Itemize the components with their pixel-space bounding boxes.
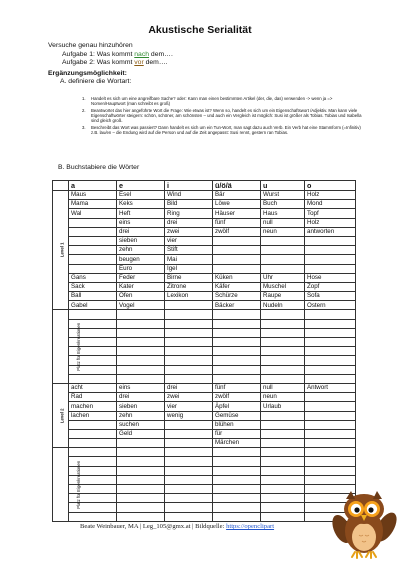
- spelling-table: [52, 180, 356, 522]
- column-header: u: [261, 181, 305, 191]
- table-cell[interactable]: acht: [69, 383, 117, 392]
- table-row: [53, 347, 356, 356]
- table-cell[interactable]: Holz: [305, 191, 356, 200]
- table-cell[interactable]: [165, 512, 213, 521]
- table-cell[interactable]: Antwort: [305, 383, 356, 392]
- footer-text: Beate Weinbauer, MA | Leg_105@gmx.at | Bildquelle:: [80, 523, 227, 530]
- table-cell[interactable]: [165, 301, 213, 310]
- table-cell[interactable]: lachen: [69, 411, 117, 420]
- table-cell[interactable]: [117, 356, 165, 365]
- table-cell[interactable]: [69, 420, 117, 429]
- table-cell[interactable]: Sack: [69, 282, 117, 291]
- table-cell[interactable]: Feder: [117, 273, 165, 282]
- table-cell[interactable]: [117, 485, 165, 494]
- table-cell[interactable]: Käfer: [213, 282, 261, 291]
- table-cell[interactable]: Ring: [165, 209, 213, 218]
- table-row: [53, 200, 356, 209]
- table-cell[interactable]: Urlaub: [261, 402, 305, 411]
- table-cell[interactable]: antworten: [305, 227, 356, 236]
- table-cell[interactable]: [117, 328, 165, 337]
- table-cell[interactable]: [165, 448, 213, 457]
- footer-credit: [80, 523, 274, 530]
- level-label: Level 2: [59, 408, 65, 423]
- level-side-cell: [53, 191, 69, 310]
- table-row: [53, 218, 356, 227]
- table-cell[interactable]: Esel: [117, 191, 165, 200]
- table-row: [53, 319, 356, 328]
- table-cell[interactable]: [165, 457, 213, 466]
- table-cell[interactable]: [165, 494, 213, 503]
- table-cell[interactable]: [261, 365, 305, 374]
- step-text: Beantwortet das hier angeführte Wort die Frage: Wie etwas ist? Wenn so, handelt es sich um ein Eigenschaftswort /Adjektiv. Man kann viele Eigenschaftwörter steigern: schön, schöner, am schönsten – und auch ein Vergleich ist möglich: Susi ist größer als Tobias. Tobias und Isabella sind gleich groß.: [91, 108, 362, 124]
- table-cell[interactable]: [261, 328, 305, 337]
- table-cell[interactable]: [69, 374, 117, 383]
- table-cell[interactable]: [213, 374, 261, 383]
- table-cell[interactable]: Mond: [305, 200, 356, 209]
- table-cell[interactable]: machen: [69, 402, 117, 411]
- table-row: [53, 503, 356, 512]
- table-cell[interactable]: [213, 485, 261, 494]
- table-cell[interactable]: neun: [261, 227, 305, 236]
- table-cell[interactable]: [165, 328, 213, 337]
- table-cell[interactable]: [213, 448, 261, 457]
- table-cell[interactable]: [261, 429, 305, 438]
- column-header: a: [69, 181, 117, 191]
- table-cell[interactable]: [305, 457, 356, 466]
- table-row: [53, 356, 356, 365]
- table-cell[interactable]: Ostern: [305, 301, 356, 310]
- footer-link[interactable]: https://openclipart: [226, 523, 275, 530]
- table-cell[interactable]: [261, 374, 305, 383]
- table-cell[interactable]: Zitrone: [165, 282, 213, 291]
- table-cell[interactable]: [305, 475, 356, 484]
- table-cell[interactable]: [213, 347, 261, 356]
- table-cell[interactable]: [165, 429, 213, 438]
- section-sub-b: B. Buchstabiere die Wörter: [58, 164, 140, 171]
- table-cell[interactable]: fünf: [213, 218, 261, 227]
- table-cell[interactable]: Birne: [165, 273, 213, 282]
- table-cell[interactable]: [305, 338, 356, 347]
- table-cell[interactable]: [69, 255, 117, 264]
- table-cell[interactable]: [305, 246, 356, 255]
- table-cell[interactable]: [213, 236, 261, 245]
- table-cell[interactable]: Heft: [117, 209, 165, 218]
- extension-section: [48, 70, 131, 86]
- table-cell[interactable]: Holz: [305, 218, 356, 227]
- step-item: [82, 108, 364, 124]
- table-cell[interactable]: [69, 246, 117, 255]
- table-cell[interactable]: [305, 402, 356, 411]
- table-cell[interactable]: [117, 338, 165, 347]
- table-cell[interactable]: Wurst: [261, 191, 305, 200]
- table-cell[interactable]: [117, 494, 165, 503]
- step-number: 1.: [82, 96, 86, 101]
- table-row: [53, 485, 356, 494]
- table-cell[interactable]: vier: [165, 402, 213, 411]
- table-cell[interactable]: drei: [117, 227, 165, 236]
- table-cell[interactable]: [305, 429, 356, 438]
- level-label: Platz für Eigenkreationen: [76, 460, 82, 509]
- table-cell[interactable]: Kater: [117, 282, 165, 291]
- table-cell[interactable]: fünf: [213, 383, 261, 392]
- table-cell[interactable]: Maus: [69, 191, 117, 200]
- table-cell[interactable]: [213, 356, 261, 365]
- table-cell[interactable]: [117, 475, 165, 484]
- table-cell[interactable]: Sofa: [305, 292, 356, 301]
- table-cell[interactable]: [165, 475, 213, 484]
- task-1: [48, 51, 173, 60]
- table-row: [53, 439, 356, 448]
- step-item: [82, 96, 364, 106]
- table-cell[interactable]: [165, 356, 213, 365]
- table-cell[interactable]: [165, 439, 213, 448]
- table-cell[interactable]: vier: [165, 236, 213, 245]
- table-cell[interactable]: [165, 374, 213, 383]
- table-cell[interactable]: [305, 393, 356, 402]
- table-cell[interactable]: [305, 439, 356, 448]
- page-title: Akustische Serialität: [148, 24, 252, 36]
- table-row: [53, 374, 356, 383]
- table-cell[interactable]: [117, 512, 165, 521]
- table-cell[interactable]: [261, 411, 305, 420]
- table-cell[interactable]: [261, 347, 305, 356]
- table-cell[interactable]: Nudeln: [261, 301, 305, 310]
- table-cell[interactable]: [117, 365, 165, 374]
- task-2-suffix: dem….: [143, 59, 168, 67]
- task-2: [48, 59, 173, 68]
- table-cell[interactable]: Raupe: [261, 292, 305, 301]
- table-row: [53, 411, 356, 420]
- column-header: e: [117, 181, 165, 191]
- table-cell[interactable]: [305, 365, 356, 374]
- table-cell[interactable]: zwei: [165, 227, 213, 236]
- table-cell[interactable]: [261, 475, 305, 484]
- table-cell[interactable]: zwölf: [213, 227, 261, 236]
- table-row: [53, 448, 356, 457]
- table-row: [53, 209, 356, 218]
- table-cell[interactable]: [213, 503, 261, 512]
- table-cell[interactable]: [165, 485, 213, 494]
- table-cell[interactable]: [305, 420, 356, 429]
- table-row: [53, 420, 356, 429]
- table-cell[interactable]: Mama: [69, 200, 117, 209]
- table-cell[interactable]: [69, 512, 117, 521]
- table-cell[interactable]: Gemüse: [213, 411, 261, 420]
- table-cell[interactable]: [165, 420, 213, 429]
- table-cell[interactable]: [165, 319, 213, 328]
- table-cell[interactable]: Zopf: [305, 282, 356, 291]
- task-1-prefix: Aufgabe 1: Was kommt: [62, 50, 135, 58]
- table-cell[interactable]: [69, 218, 117, 227]
- table-cell[interactable]: [165, 503, 213, 512]
- table-cell[interactable]: [305, 310, 356, 319]
- table-cell[interactable]: [261, 466, 305, 475]
- table-cell[interactable]: [69, 448, 117, 457]
- table-row: [53, 365, 356, 374]
- table-cell[interactable]: [305, 411, 356, 420]
- table-cell[interactable]: [213, 328, 261, 337]
- table-cell[interactable]: [117, 319, 165, 328]
- table-row: [53, 246, 356, 255]
- table-cell[interactable]: Gans: [69, 273, 117, 282]
- table-cell[interactable]: Euro: [117, 264, 165, 273]
- table-row: [53, 255, 356, 264]
- table-cell[interactable]: [165, 310, 213, 319]
- table-cell[interactable]: [117, 374, 165, 383]
- table-cell[interactable]: Muschel: [261, 282, 305, 291]
- table-cell[interactable]: [261, 448, 305, 457]
- table-cell[interactable]: [213, 512, 261, 521]
- table-cell[interactable]: Keks: [117, 200, 165, 209]
- table-cell[interactable]: [69, 439, 117, 448]
- task-2-highlight: vor: [134, 59, 144, 67]
- table-cell[interactable]: Hose: [305, 273, 356, 282]
- column-header: i: [165, 181, 213, 191]
- step-item: [82, 125, 364, 135]
- table-cell[interactable]: Geld: [117, 429, 165, 438]
- table-cell[interactable]: drei: [165, 383, 213, 392]
- table-cell[interactable]: [261, 420, 305, 429]
- table-cell[interactable]: Buch: [261, 200, 305, 209]
- table-cell[interactable]: [261, 255, 305, 264]
- table-cell[interactable]: Bär: [213, 191, 261, 200]
- table-cell[interactable]: Äpfel: [213, 402, 261, 411]
- table-cell[interactable]: Schürze: [213, 292, 261, 301]
- table-cell[interactable]: [305, 356, 356, 365]
- table-cell[interactable]: [213, 338, 261, 347]
- steps-list: [82, 96, 364, 137]
- table-cell[interactable]: [305, 347, 356, 356]
- table-cell[interactable]: [213, 310, 261, 319]
- task-1-highlight: nach: [134, 50, 150, 58]
- table-cell[interactable]: eins: [117, 218, 165, 227]
- table-cell[interactable]: Lexikon: [165, 292, 213, 301]
- table-row: [53, 191, 356, 200]
- table-cell[interactable]: [213, 319, 261, 328]
- table-cell[interactable]: [261, 485, 305, 494]
- table-cell[interactable]: Vogel: [117, 301, 165, 310]
- table-row: [53, 457, 356, 466]
- table-cell[interactable]: drei: [117, 393, 165, 402]
- table-row: [53, 466, 356, 475]
- step-text: Handelt es sich um eine angreifbare Sache? oder: Kann man einen bestimmten Artikel (der, die, das) verwenden -> wenn ja => Nomen/Hauptwort (man schreibt es groß): [91, 96, 333, 107]
- table-cell[interactable]: [69, 227, 117, 236]
- table-cell[interactable]: [261, 310, 305, 319]
- table-cell[interactable]: [69, 429, 117, 438]
- table-cell[interactable]: Stift: [165, 246, 213, 255]
- table-cell[interactable]: Haus: [261, 209, 305, 218]
- table-cell[interactable]: [305, 264, 356, 273]
- table-cell[interactable]: Uhr: [261, 273, 305, 282]
- table-cell[interactable]: [213, 475, 261, 484]
- table-row: [53, 475, 356, 484]
- table-cell[interactable]: [165, 347, 213, 356]
- corner-cell: [53, 181, 69, 191]
- table-cell[interactable]: Bild: [165, 200, 213, 209]
- table-cell[interactable]: [261, 338, 305, 347]
- table-row: [53, 402, 356, 411]
- level-label: Platz für Eigenkreationen: [76, 322, 82, 371]
- section-sub-a: A. definiere die Wortart:: [60, 78, 132, 85]
- table-cell[interactable]: Bäcker: [213, 301, 261, 310]
- table-cell[interactable]: Löwe: [213, 200, 261, 209]
- table-cell[interactable]: Wind: [165, 191, 213, 200]
- table-cell[interactable]: [305, 236, 356, 245]
- table-cell[interactable]: Topf: [305, 209, 356, 218]
- table-cell[interactable]: drei: [165, 218, 213, 227]
- table-cell[interactable]: [261, 512, 305, 521]
- table-cell[interactable]: [117, 503, 165, 512]
- table-cell[interactable]: [213, 494, 261, 503]
- table-row: [53, 338, 356, 347]
- table-cell[interactable]: neun: [261, 393, 305, 402]
- table-row: [53, 429, 356, 438]
- table-cell[interactable]: [117, 448, 165, 457]
- table-cell[interactable]: für: [213, 429, 261, 438]
- table-cell[interactable]: [117, 457, 165, 466]
- table-cell[interactable]: [305, 319, 356, 328]
- table-cell[interactable]: blühen: [213, 420, 261, 429]
- table-cell[interactable]: [213, 246, 261, 255]
- table-cell[interactable]: [261, 356, 305, 365]
- table-row: [53, 292, 356, 301]
- owl-illustration: [333, 489, 395, 559]
- level-side-cell: [53, 448, 82, 522]
- table-cell[interactable]: [213, 457, 261, 466]
- step-number: 2.: [82, 108, 86, 113]
- table-cell[interactable]: zwei: [165, 393, 213, 402]
- table-cell[interactable]: [117, 347, 165, 356]
- column-header: ü/ö/ä: [213, 181, 261, 191]
- table-cell[interactable]: Ball: [69, 292, 117, 301]
- table-cell[interactable]: [165, 338, 213, 347]
- table-row: [53, 310, 356, 319]
- table-cell[interactable]: [261, 439, 305, 448]
- step-text: Beschreibt das Wort was passiert? Dann handelt es sich um ein Tun-Wort, man sagt dazu auch Verb. Ein Verb hat eine Stammform (=Infinitiv) z.B. lau/en – die Endung wird auf die Person und auf die Zeit angepasst: Susi rennt, gestern ran Tobias.: [91, 125, 361, 136]
- intro-block: [48, 42, 173, 68]
- table-cell[interactable]: [69, 310, 117, 319]
- section-heading: Ergänzungsmöglichkeit:: [48, 70, 127, 77]
- table-cell[interactable]: [261, 246, 305, 255]
- task-1-suffix: dem….: [149, 50, 173, 58]
- table-cell[interactable]: [305, 448, 356, 457]
- table-cell[interactable]: [69, 236, 117, 245]
- table-row: [53, 383, 356, 392]
- table-cell[interactable]: Igel: [165, 264, 213, 273]
- table-cell[interactable]: [305, 328, 356, 337]
- level-label: Level 1: [59, 242, 65, 258]
- table-row: [53, 393, 356, 402]
- table-cell[interactable]: sieben: [117, 236, 165, 245]
- table-cell[interactable]: Ofen: [117, 292, 165, 301]
- table-cell[interactable]: zwölf: [213, 393, 261, 402]
- table-cell[interactable]: [305, 466, 356, 475]
- table-cell[interactable]: zehn: [117, 246, 165, 255]
- step-number: 3.: [82, 125, 86, 131]
- table-cell[interactable]: [305, 374, 356, 383]
- table-cell[interactable]: Wal: [69, 209, 117, 218]
- table-row: [53, 236, 356, 245]
- level-side-cell: [53, 310, 82, 384]
- table-cell[interactable]: [261, 319, 305, 328]
- table-cell[interactable]: null: [261, 383, 305, 392]
- table-cell[interactable]: Häuser: [213, 209, 261, 218]
- table-cell[interactable]: beugen: [117, 255, 165, 264]
- task-2-prefix: Aufgabe 2: Was kommt: [62, 59, 135, 67]
- table-cell[interactable]: Gabel: [69, 301, 117, 310]
- table-cell[interactable]: Rad: [69, 393, 117, 402]
- table-cell[interactable]: [213, 264, 261, 273]
- table-cell[interactable]: [117, 439, 165, 448]
- table-row: [53, 494, 356, 503]
- table-row: [53, 227, 356, 236]
- header-row: [53, 181, 356, 191]
- table-row: [53, 328, 356, 337]
- intro-line: Versuche genau hinzuhören: [48, 42, 133, 49]
- table-cell[interactable]: wenig: [165, 411, 213, 420]
- table-cell[interactable]: Mai: [165, 255, 213, 264]
- table-cell[interactable]: [261, 457, 305, 466]
- table-cell[interactable]: [213, 255, 261, 264]
- table-cell[interactable]: [69, 264, 117, 273]
- table-cell[interactable]: Märchen: [213, 439, 261, 448]
- table-row: [53, 301, 356, 310]
- table-cell[interactable]: [305, 255, 356, 264]
- column-header: o: [305, 181, 356, 191]
- table-cell[interactable]: [261, 494, 305, 503]
- table-cell[interactable]: [261, 236, 305, 245]
- table-cell[interactable]: [261, 264, 305, 273]
- table-cell[interactable]: eins: [117, 383, 165, 392]
- table-cell[interactable]: [117, 466, 165, 475]
- table-row: [53, 273, 356, 282]
- table-cell[interactable]: [213, 466, 261, 475]
- table-cell[interactable]: [261, 503, 305, 512]
- table-row: [53, 264, 356, 273]
- table-cell[interactable]: [213, 365, 261, 374]
- table-cell[interactable]: sieben: [117, 402, 165, 411]
- level-side-cell: [53, 383, 69, 447]
- table-cell[interactable]: [165, 365, 213, 374]
- table-row: [53, 512, 356, 521]
- table-cell[interactable]: [117, 310, 165, 319]
- table-row: [53, 282, 356, 291]
- table-cell[interactable]: [165, 466, 213, 475]
- table-cell[interactable]: Küken: [213, 273, 261, 282]
- table-cell[interactable]: suchen: [117, 420, 165, 429]
- table-cell[interactable]: zehn: [117, 411, 165, 420]
- table-cell[interactable]: null: [261, 218, 305, 227]
